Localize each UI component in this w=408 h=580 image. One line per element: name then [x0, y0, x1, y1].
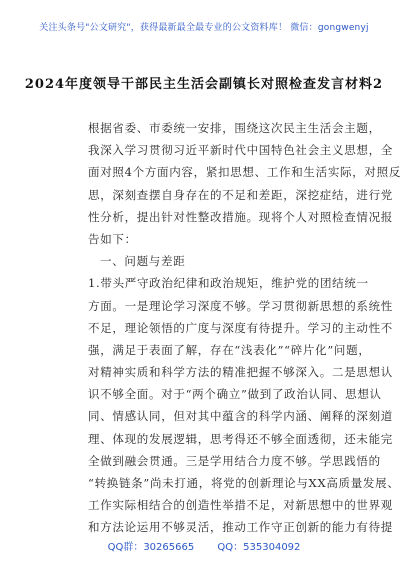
footer-qq: QQ：535304092: [217, 542, 301, 553]
body-line: 思，深刻查摆自身存在的不足和差距，深挖症结，进行党: [88, 187, 393, 202]
body-line: 根据省委、市委统一安排，围绕这次民主生活会主题，: [88, 121, 381, 135]
body-line: 识不够全面。对于“两个确立”做到了政治认同、思想认: [88, 387, 382, 402]
body-line: 方面。一是理论学习深度不够。学习贯彻新思想的系统性: [88, 298, 393, 313]
body-line: 全做到融会贯通。三是学用结合力度不够。学思践悟的: [88, 453, 381, 468]
footer-qq-group: QQ群：30265665: [107, 542, 195, 553]
body-line: 1.带头严守政治纪律和政治规矩，维护党的团结统一: [88, 276, 369, 291]
document-title: 2024年度领导干部民主生活会副镇长对照检查发言材料2: [24, 77, 384, 92]
body-line: 性分析，提出针对性整改措施。现将个人对照检查情况报: [88, 209, 393, 224]
body-line: 我深入学习贯彻习近平新时代中国特色社会主义思想，全: [88, 143, 393, 158]
body-line: “转换链条”尚未打通，将党的创新理论与XX高质量发展、: [88, 476, 400, 490]
body-line: 同、情感认同，但对其中蕴含的科学内涵、阐释的深刻道: [88, 409, 393, 424]
body-line: 不足，理论领悟的广度与深度有待提升。学习的主动性不: [88, 320, 393, 335]
body-line: 面对照4个方面内容，紧扣思想、工作和生活实际，对照反: [88, 165, 402, 180]
body-line: 和方法论运用不够灵活，推动工作守正创新的能力有待提: [88, 520, 393, 535]
document-body: [88, 117, 402, 539]
body-line: 对精神实质和科学方法的精准把握不够深入。二是思想认: [88, 365, 393, 380]
body-line: 理、体现的发展逻辑，思考得还不够全面透彻，还未能完: [88, 431, 393, 446]
body-line: 强，满足于表面了解，存在“浅表化”“碎片化”问题，: [88, 342, 371, 357]
body-line: 工作实际相结合的创造性举措不足，对新思想中的世界观: [88, 498, 393, 513]
footer-contact: [0, 538, 408, 553]
body-line: 告如下：: [88, 231, 137, 246]
section-heading: 一、问题与差距: [100, 254, 186, 269]
header-promo-note: 关注头条号"公文研究"，获得最新最全最专业的公文资料库！ 微信：gongwenyj: [39, 23, 369, 33]
